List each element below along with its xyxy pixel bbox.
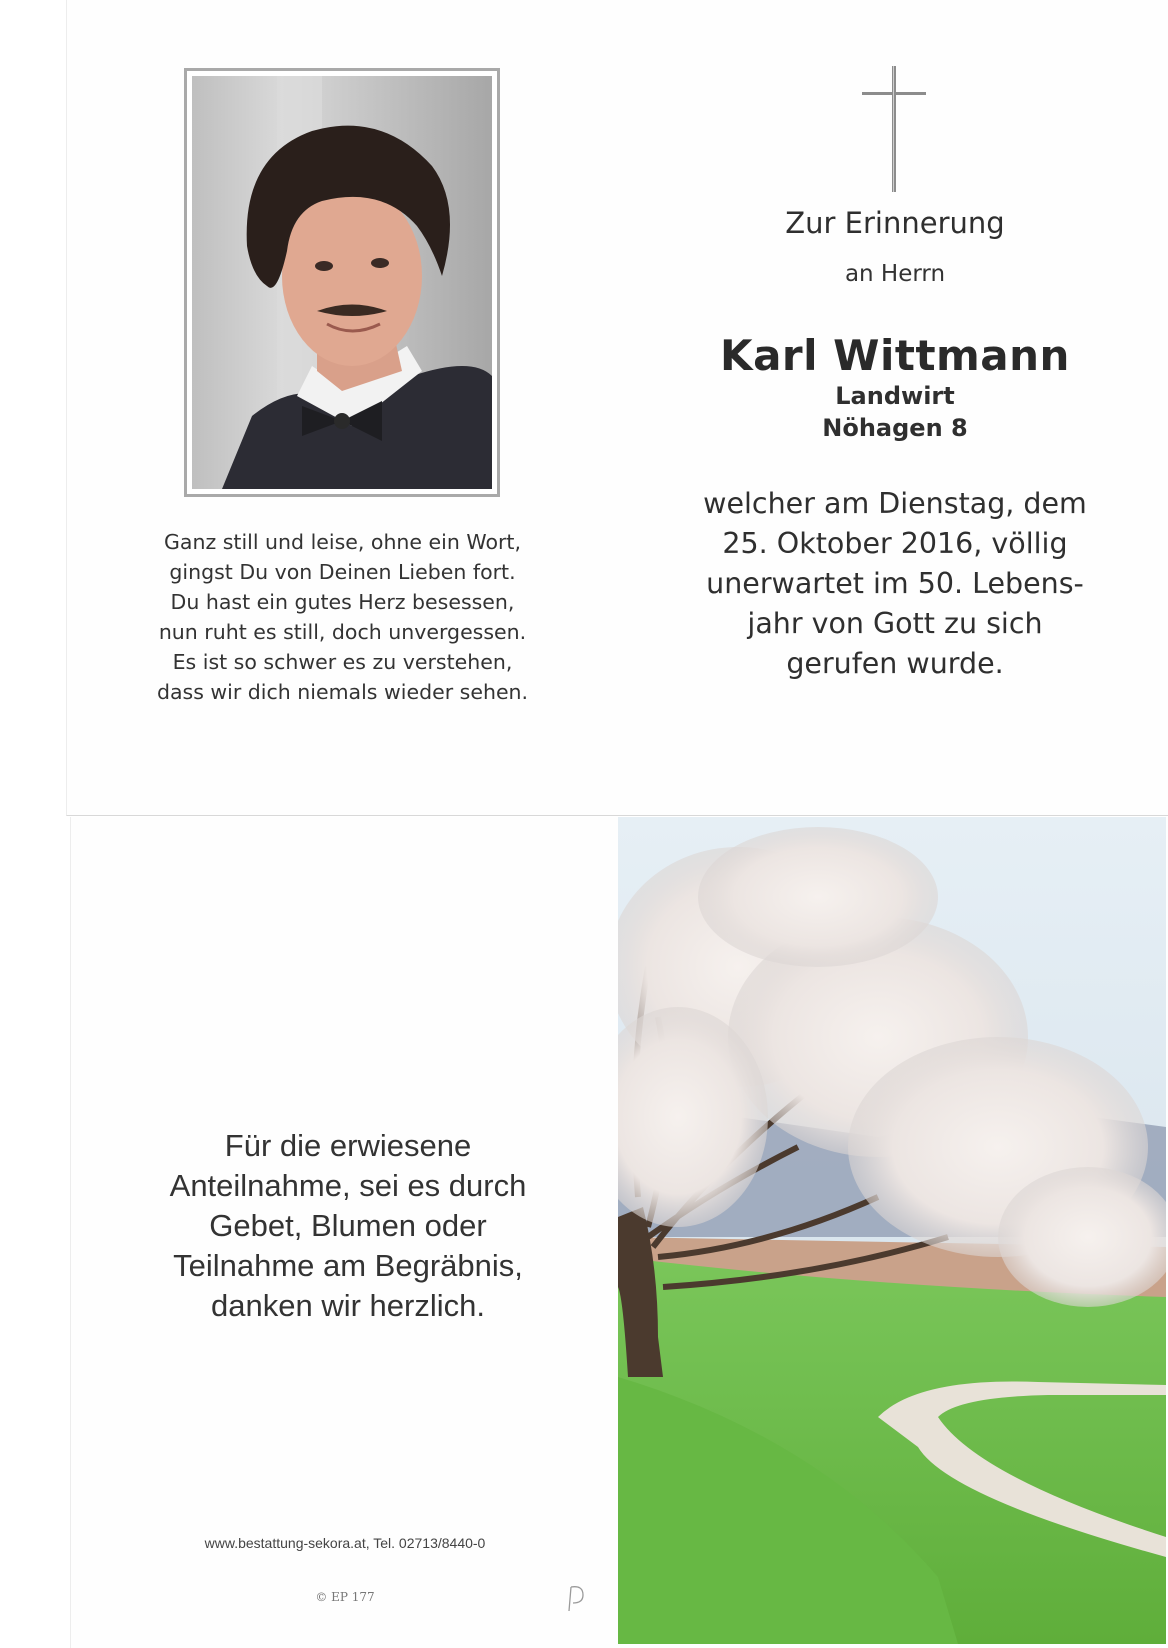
salutation: an Herrn xyxy=(844,261,946,287)
thanks-line: Anteilnahme, sei es durch xyxy=(169,1168,527,1203)
landscape-photo xyxy=(618,817,1166,1644)
thanks-message xyxy=(128,1126,568,1326)
poem-line: Es ist so schwer es zu verstehen, xyxy=(172,650,513,674)
poem-line: Ganz still und leise, ohne ein Wort, xyxy=(164,530,521,554)
profession: Landwirt xyxy=(835,382,955,410)
portrait-image xyxy=(192,76,492,489)
heading-remembrance: Zur Erinnerung xyxy=(785,206,1005,240)
deceased-name: Karl Wittmann xyxy=(720,331,1070,380)
thanks-line: Für die erwiesene xyxy=(224,1128,472,1163)
address: Nöhagen 8 xyxy=(822,414,968,442)
poem-line: dass wir dich niemals wieder sehen. xyxy=(156,680,529,704)
thanks-line: danken wir herzlich. xyxy=(211,1288,485,1323)
funeral-home-contact: www.bestattung-sekora.at, Tel. 02713/8440-0 xyxy=(204,1535,486,1551)
blossom-tree-image xyxy=(618,817,1166,1644)
poem xyxy=(130,527,555,707)
death-notice-line: gerufen wurde. xyxy=(786,647,1004,680)
thanks-line: Gebet, Blumen oder xyxy=(209,1208,487,1243)
death-notice-line: 25. Oktober 2016, völlig xyxy=(722,527,1068,560)
poem-line: nun ruht es still, doch unvergessen. xyxy=(158,620,527,644)
death-notice xyxy=(690,484,1100,684)
portrait-photo xyxy=(184,68,500,497)
death-notice-line: jahr von Gott zu sich xyxy=(747,607,1043,640)
cross-icon xyxy=(862,66,926,192)
poem-line: Du hast ein gutes Herz besessen, xyxy=(170,590,515,614)
death-notice-line: unerwartet im 50. Lebens- xyxy=(706,567,1084,600)
death-notice-line: welcher am Dienstag, dem xyxy=(703,487,1087,520)
copyright-code: © EP 177 xyxy=(315,1590,375,1604)
thanks-line: Teilnahme am Begräbnis, xyxy=(173,1248,523,1283)
poem-line: gingst Du von Deinen Lieben fort. xyxy=(169,560,516,584)
signature-mark-icon xyxy=(563,1583,589,1613)
